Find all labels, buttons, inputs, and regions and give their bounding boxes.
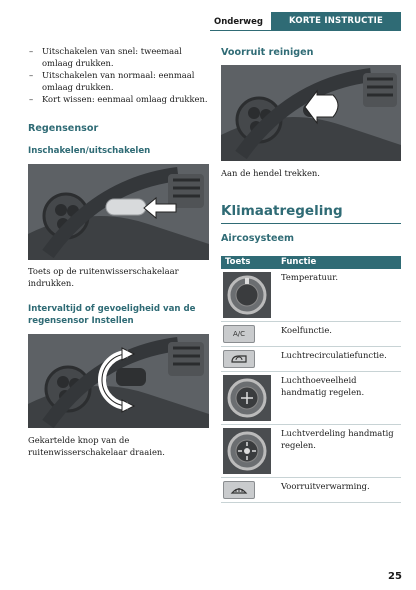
windshield-defrost-button-icon <box>223 481 255 499</box>
photo-wiper-button <box>28 164 209 260</box>
table-cell: Voorruitverwarming. <box>277 478 401 503</box>
ac-button-icon: A/C <box>223 325 255 343</box>
table-cell: Koelfunctie. <box>277 322 401 347</box>
list-item: – Uitschakelen van normaal: eenmaal omlaag drukken. <box>29 70 195 92</box>
header-rule <box>210 30 401 31</box>
table-row <box>221 478 401 503</box>
heading-klimaatregeling: Klimaatregeling <box>221 203 343 219</box>
heading-regensensor: Regensensor <box>28 123 99 134</box>
col-functie: Functie <box>277 256 401 269</box>
photo-lever-pull <box>221 65 401 161</box>
recirculation-button-icon <box>223 350 255 368</box>
table-cell: Luchtverdeling handmatig regelen. <box>277 425 401 478</box>
heading-interval: Intervaltijd of gevoeligheid van de regensensor Instellen <box>28 304 196 326</box>
heading-aircosysteem: Aircosysteem <box>221 233 294 244</box>
heading-inschakelen: Inschakelen/uitschakelen <box>28 146 151 156</box>
header-band: KORTE INSTRUCTIE <box>271 12 401 30</box>
photo-knurled-knob <box>28 334 209 428</box>
caption-knurled-knob: Gekartelde knop van de ruitenwisserschakelaar draaien. <box>28 435 165 457</box>
heading-rule <box>221 223 401 224</box>
page-number: 25 <box>388 571 402 582</box>
table-row <box>221 372 401 425</box>
airflow-knob-icon <box>223 375 271 421</box>
heading-voorruit: Voorruit reinigen <box>221 47 314 58</box>
table-cell: Luchtrecirculatiefunctie. <box>277 347 401 372</box>
header-section: Onderweg <box>213 17 263 27</box>
bullet-list <box>28 46 214 107</box>
table-cell: Luchthoeveelheid handmatig regelen. <box>277 372 401 425</box>
table-row <box>221 347 401 372</box>
col-toets: Toets <box>221 256 277 269</box>
table-row <box>221 322 401 347</box>
list-item: – Kort wissen: eenmaal omlaag drukken. <box>29 94 208 104</box>
table-row <box>221 269 401 322</box>
function-table <box>221 256 401 503</box>
temperature-knob-icon <box>223 272 271 318</box>
table-row <box>221 425 401 478</box>
air-distribution-knob-icon <box>223 428 271 474</box>
caption-lever-pull: Aan de hendel trekken. <box>221 168 320 178</box>
caption-wiper-button: Toets op de ruitenwisserschakelaar indrukken. <box>28 266 179 288</box>
table-cell: Temperatuur. <box>277 269 401 322</box>
list-item: – Uitschakelen van snel: tweemaal omlaag drukken. <box>29 46 182 68</box>
